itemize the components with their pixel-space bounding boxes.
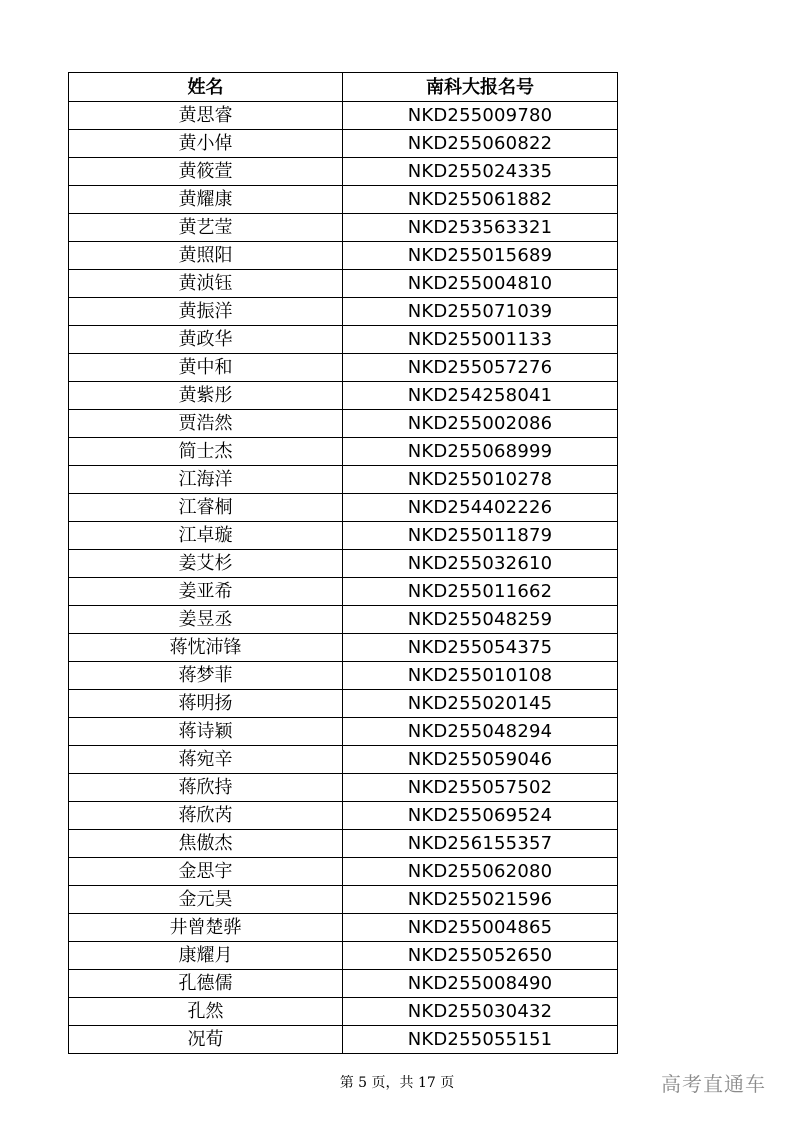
table-row (69, 522, 618, 550)
table-row (69, 746, 618, 774)
student-name-cell: 黄耀康 (69, 186, 343, 214)
registration-number-cell: NKD254258041 (343, 382, 618, 410)
table-row (69, 326, 618, 354)
registration-number-cell: NKD255015689 (343, 242, 618, 270)
table-row (69, 158, 618, 186)
registration-number-cell: NKD255001133 (343, 326, 618, 354)
student-name-cell: 蒋梦菲 (69, 662, 343, 690)
student-name-cell: 金思宇 (69, 858, 343, 886)
student-name-cell: 黄筱萱 (69, 158, 343, 186)
student-name-cell: 蒋诗颖 (69, 718, 343, 746)
column-header-name: 姓名 (69, 73, 343, 102)
table-row (69, 298, 618, 326)
registration-number-cell: NKD255071039 (343, 298, 618, 326)
registration-number-cell: NKD255068999 (343, 438, 618, 466)
student-name-cell: 焦傲杰 (69, 830, 343, 858)
table-row (69, 662, 618, 690)
student-name-cell: 况荀 (69, 1026, 343, 1054)
table-row (69, 830, 618, 858)
table-row (69, 186, 618, 214)
registration-number-cell: NKD255030432 (343, 998, 618, 1026)
student-name-cell: 江海洋 (69, 466, 343, 494)
student-name-cell: 姜亚希 (69, 578, 343, 606)
table-row (69, 858, 618, 886)
table-row (69, 690, 618, 718)
table-row (69, 1026, 618, 1054)
registration-number-cell: NKD255010278 (343, 466, 618, 494)
registration-number-cell: NKD255004810 (343, 270, 618, 298)
registration-number-cell: NKD255057276 (343, 354, 618, 382)
table-row (69, 578, 618, 606)
table-row (69, 606, 618, 634)
student-name-cell: 黄小倬 (69, 130, 343, 158)
table-row (69, 410, 618, 438)
student-name-cell: 简士杰 (69, 438, 343, 466)
column-header-id: 南科大报名号 (343, 73, 618, 102)
student-name-cell: 金元昊 (69, 886, 343, 914)
registration-number-cell: NKD253563321 (343, 214, 618, 242)
registration-number-cell: NKD255060822 (343, 130, 618, 158)
registration-number-cell: NKD254402226 (343, 494, 618, 522)
table-row (69, 438, 618, 466)
registration-number-cell: NKD255011879 (343, 522, 618, 550)
table-row (69, 102, 618, 130)
registration-number-cell: NKD255062080 (343, 858, 618, 886)
table-row (69, 214, 618, 242)
registration-number-cell: NKD255021596 (343, 886, 618, 914)
student-name-cell: 江卓璇 (69, 522, 343, 550)
registration-number-cell: NKD256155357 (343, 830, 618, 858)
table-body (69, 102, 618, 1054)
table-row (69, 998, 618, 1026)
registration-number-cell: NKD255052650 (343, 942, 618, 970)
student-name-cell: 黄中和 (69, 354, 343, 382)
table-header-row (69, 73, 618, 102)
student-name-cell: 江睿桐 (69, 494, 343, 522)
roster-table (68, 72, 618, 1054)
student-name-cell: 蒋宛辛 (69, 746, 343, 774)
registration-number-cell: NKD255059046 (343, 746, 618, 774)
student-name-cell: 康耀月 (69, 942, 343, 970)
table-row (69, 550, 618, 578)
student-name-cell: 蒋欣持 (69, 774, 343, 802)
student-name-cell: 黄浈钰 (69, 270, 343, 298)
table-row (69, 802, 618, 830)
table-row (69, 242, 618, 270)
registration-number-cell: NKD255048294 (343, 718, 618, 746)
registration-number-cell: NKD255069524 (343, 802, 618, 830)
table-row (69, 466, 618, 494)
registration-number-cell: NKD255020145 (343, 690, 618, 718)
student-name-cell: 姜昱丞 (69, 606, 343, 634)
student-name-cell: 黄政华 (69, 326, 343, 354)
registration-number-cell: NKD255054375 (343, 634, 618, 662)
student-name-cell: 蒋欣芮 (69, 802, 343, 830)
student-name-cell: 蒋明扬 (69, 690, 343, 718)
registration-number-cell: NKD255002086 (343, 410, 618, 438)
table-row (69, 718, 618, 746)
student-name-cell: 黄振洋 (69, 298, 343, 326)
registration-number-cell: NKD255004865 (343, 914, 618, 942)
registration-number-cell: NKD255032610 (343, 550, 618, 578)
table-row (69, 774, 618, 802)
table-row (69, 130, 618, 158)
table-row (69, 354, 618, 382)
student-name-cell: 井曾楚骅 (69, 914, 343, 942)
registration-number-cell: NKD255057502 (343, 774, 618, 802)
table-row (69, 494, 618, 522)
table-row (69, 970, 618, 998)
table-row (69, 886, 618, 914)
registration-number-cell: NKD255010108 (343, 662, 618, 690)
page-number: 第 5 页，共 17 页 (339, 1075, 455, 1091)
registration-number-cell: NKD255048259 (343, 606, 618, 634)
student-name-cell: 孔然 (69, 998, 343, 1026)
watermark-text: 高考直通车 (661, 1072, 766, 1096)
registration-number-cell: NKD255008490 (343, 970, 618, 998)
student-name-cell: 黄紫彤 (69, 382, 343, 410)
table-row (69, 914, 618, 942)
registration-number-cell: NKD255011662 (343, 578, 618, 606)
table-row (69, 270, 618, 298)
student-name-cell: 孔德儒 (69, 970, 343, 998)
table-row (69, 382, 618, 410)
student-name-cell: 黄照阳 (69, 242, 343, 270)
registration-number-cell: NKD255055151 (343, 1026, 618, 1054)
registration-number-cell: NKD255061882 (343, 186, 618, 214)
table-row (69, 942, 618, 970)
student-name-cell: 姜艾杉 (69, 550, 343, 578)
student-name-cell: 贾浩然 (69, 410, 343, 438)
student-name-cell: 蒋忱沛锋 (69, 634, 343, 662)
registration-number-cell: NKD255024335 (343, 158, 618, 186)
student-name-cell: 黄艺莹 (69, 214, 343, 242)
registration-number-cell: NKD255009780 (343, 102, 618, 130)
table-row (69, 634, 618, 662)
student-name-cell: 黄思睿 (69, 102, 343, 130)
